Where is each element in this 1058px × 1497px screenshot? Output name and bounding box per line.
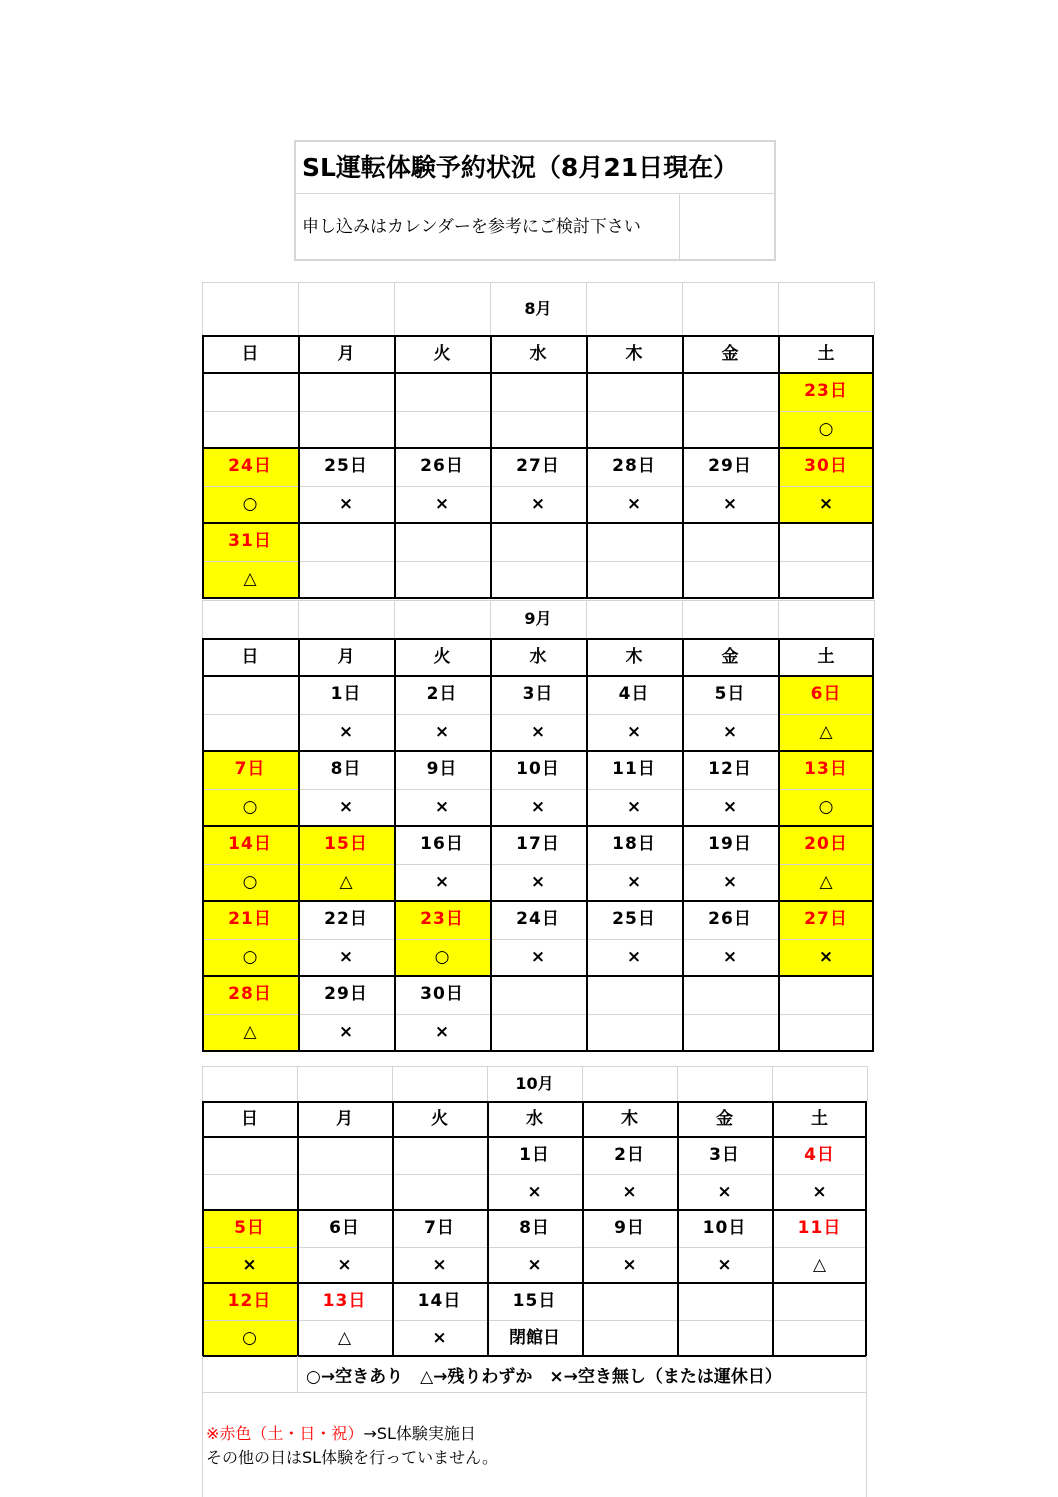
availability-status: × [530, 946, 546, 967]
weekday-label: 土 [817, 647, 835, 667]
border-line [202, 1101, 867, 1103]
availability-status: △ [819, 721, 833, 742]
weekday-label: 日 [241, 647, 259, 667]
availability-status: ○ [242, 946, 258, 967]
month-label: 9月 [524, 609, 552, 628]
availability-status: × [434, 1021, 450, 1042]
day-cell [297, 1210, 392, 1283]
note [206, 1422, 498, 1470]
day-cell [582, 1137, 677, 1210]
day-cell [778, 448, 874, 523]
availability-status: △ [243, 568, 257, 589]
day-number: 1日 [330, 684, 362, 704]
grid-line [297, 1066, 298, 1101]
availability-status: × [626, 721, 642, 742]
day-cell [586, 448, 682, 523]
availability-status: × [434, 721, 450, 742]
day-cell [394, 751, 490, 826]
availability-status: × [338, 721, 354, 742]
page-title: SL運転体験予約状況（8月21日現在） [296, 142, 774, 194]
day-number: 6日 [810, 684, 842, 704]
month-label: 8月 [524, 299, 552, 318]
day-cell [586, 676, 682, 751]
weekday-label: 木 [621, 1109, 638, 1129]
availability-status: × [812, 1181, 827, 1202]
day-cell [778, 901, 874, 976]
availability-status: × [432, 1327, 447, 1348]
day-number: 9日 [614, 1218, 645, 1238]
day-number: 14日 [417, 1291, 462, 1311]
border-line [202, 597, 874, 599]
availability-status: × [338, 946, 354, 967]
availability-status: × [722, 946, 738, 967]
day-number: 13日 [322, 1291, 367, 1311]
grid-line [202, 600, 203, 638]
day-number: 2日 [426, 684, 458, 704]
availability-status: × [434, 493, 450, 514]
day-cell [298, 676, 394, 751]
day-number: 22日 [324, 909, 368, 929]
availability-status: △ [339, 871, 353, 892]
day-number: 26日 [420, 456, 464, 476]
weekday-label: 月 [336, 1109, 353, 1129]
day-cell [778, 826, 874, 901]
availability-status: × [722, 721, 738, 742]
day-number: 9日 [426, 759, 458, 779]
availability-status: × [530, 721, 546, 742]
day-cell [298, 826, 394, 901]
availability-status: × [818, 493, 834, 514]
grid-line [202, 411, 874, 412]
availability-status: △ [812, 1254, 827, 1275]
day-cell [298, 976, 394, 1051]
day-number: 28日 [228, 984, 272, 1004]
month-calendar [202, 282, 874, 598]
availability-status: × [722, 493, 738, 514]
note-red-part: ※赤色（土・日・祝） [206, 1424, 364, 1443]
day-cell [778, 373, 874, 448]
availability-status: × [337, 1254, 352, 1275]
legend: ○→空きあり △→残りわずか ×→空き無し（または運休日） [306, 1367, 782, 1387]
availability-status: △ [243, 1021, 257, 1042]
grid-line [682, 282, 683, 335]
weekday-label: 木 [625, 344, 643, 364]
day-number: 4日 [804, 1145, 835, 1165]
grid-line [778, 600, 779, 638]
day-number: 19日 [708, 834, 752, 854]
day-cell [586, 826, 682, 901]
day-cell [682, 751, 778, 826]
day-number: 11日 [797, 1218, 842, 1238]
day-number: 12日 [227, 1291, 272, 1311]
note-line2: その他の日はSL体験を行っていません。 [206, 1448, 499, 1467]
weekday-label: 火 [433, 344, 451, 364]
border-line [202, 638, 874, 640]
day-number: 21日 [228, 909, 272, 929]
day-number: 6日 [329, 1218, 360, 1238]
day-number: 4日 [618, 684, 650, 704]
grid-line [772, 1066, 773, 1101]
availability-status: × [434, 796, 450, 817]
availability-status: × [338, 493, 354, 514]
day-cell [487, 1210, 582, 1283]
availability-status: × [722, 871, 738, 892]
weekday-label: 金 [721, 344, 739, 364]
day-cell [392, 1283, 487, 1356]
weekday-label: 月 [337, 647, 355, 667]
day-number: 30日 [420, 984, 464, 1004]
day-cell [202, 826, 298, 901]
weekday-label: 金 [721, 647, 739, 667]
day-cell [490, 676, 586, 751]
day-number: 26日 [708, 909, 752, 929]
availability-status: × [432, 1254, 447, 1275]
availability-status: 閉館日 [509, 1327, 560, 1348]
availability-status: × [242, 1254, 257, 1275]
month-calendar [202, 1066, 867, 1356]
grid-line [202, 282, 203, 335]
weekday-label: 木 [625, 647, 643, 667]
day-number: 15日 [512, 1291, 557, 1311]
availability-status: × [626, 871, 642, 892]
day-number: 15日 [324, 834, 368, 854]
availability-status: × [338, 796, 354, 817]
day-number: 8日 [330, 759, 362, 779]
day-cell [582, 1210, 677, 1283]
day-cell [202, 523, 298, 598]
weekday-label: 日 [241, 344, 259, 364]
availability-status: × [434, 871, 450, 892]
availability-status: ○ [818, 796, 834, 817]
availability-status: ○ [818, 418, 834, 439]
day-cell [490, 751, 586, 826]
day-cell [394, 901, 490, 976]
availability-status: × [530, 493, 546, 514]
day-number: 5日 [714, 684, 746, 704]
day-cell [682, 448, 778, 523]
weekday-label: 火 [433, 647, 451, 667]
availability-status: × [626, 493, 642, 514]
weekday-label: 火 [431, 1109, 448, 1129]
availability-status: × [622, 1254, 637, 1275]
day-number: 18日 [612, 834, 656, 854]
header-box [294, 140, 776, 261]
day-number: 11日 [612, 759, 656, 779]
day-cell [778, 676, 874, 751]
day-cell [772, 1210, 867, 1283]
grid-line [202, 561, 874, 562]
month-label: 10月 [515, 1074, 554, 1093]
day-cell [778, 751, 874, 826]
availability-status: ○ [434, 946, 450, 967]
grid-line [297, 1356, 298, 1392]
weekday-label: 日 [241, 1109, 258, 1129]
day-cell [202, 901, 298, 976]
day-cell [297, 1283, 392, 1356]
grid-line [874, 282, 875, 335]
day-cell [677, 1137, 772, 1210]
grid-line [866, 1356, 867, 1497]
day-cell [298, 751, 394, 826]
day-cell [392, 1210, 487, 1283]
day-cell [677, 1210, 772, 1283]
day-cell [490, 901, 586, 976]
grid-line [778, 282, 779, 335]
day-number: 27日 [516, 456, 560, 476]
availability-status: × [818, 946, 834, 967]
day-cell [298, 901, 394, 976]
day-number: 25日 [324, 456, 368, 476]
grid-line [202, 1392, 867, 1393]
availability-status: ○ [242, 493, 258, 514]
day-cell [394, 826, 490, 901]
weekday-label: 月 [337, 344, 355, 364]
day-number: 28日 [612, 456, 656, 476]
day-cell [682, 826, 778, 901]
weekday-label: 水 [529, 647, 547, 667]
day-number: 3日 [709, 1145, 740, 1165]
availability-status: × [527, 1181, 542, 1202]
day-cell [490, 448, 586, 523]
month-calendar [202, 600, 874, 1051]
day-cell [394, 976, 490, 1051]
day-cell [202, 448, 298, 523]
availability-status: × [527, 1254, 542, 1275]
availability-status: × [626, 946, 642, 967]
day-cell [772, 1137, 867, 1210]
availability-status: ○ [242, 1327, 257, 1348]
day-number: 30日 [804, 456, 848, 476]
day-number: 7日 [424, 1218, 455, 1238]
day-number: 25日 [612, 909, 656, 929]
day-cell [202, 1283, 297, 1356]
day-number: 13日 [804, 759, 848, 779]
day-cell [298, 448, 394, 523]
availability-status: × [338, 1021, 354, 1042]
grid-line [298, 282, 299, 335]
day-cell [682, 901, 778, 976]
availability-status: × [622, 1181, 637, 1202]
weekday-label: 金 [716, 1109, 733, 1129]
day-cell [202, 1210, 297, 1283]
day-cell [202, 976, 298, 1051]
day-number: 1日 [519, 1145, 550, 1165]
availability-status: × [717, 1181, 732, 1202]
day-number: 31日 [228, 531, 272, 551]
availability-status: △ [819, 871, 833, 892]
day-number: 7日 [234, 759, 266, 779]
day-number: 24日 [228, 456, 272, 476]
weekday-label: 水 [526, 1109, 543, 1129]
availability-status: ○ [242, 796, 258, 817]
day-cell [682, 676, 778, 751]
day-number: 23日 [804, 381, 848, 401]
availability-status: × [626, 796, 642, 817]
grid-line [202, 1356, 203, 1497]
day-number: 2日 [614, 1145, 645, 1165]
grid-line [202, 1066, 203, 1101]
grid-line [677, 1066, 678, 1101]
note-rest-part: →SL体験実施日 [363, 1424, 476, 1443]
day-number: 24日 [516, 909, 560, 929]
day-number: 29日 [324, 984, 368, 1004]
day-number: 14日 [228, 834, 272, 854]
day-cell [394, 448, 490, 523]
day-number: 3日 [522, 684, 554, 704]
weekday-label: 水 [529, 344, 547, 364]
availability-status: × [717, 1254, 732, 1275]
availability-status: △ [337, 1327, 352, 1348]
grid-line [867, 1066, 868, 1101]
page-subtitle: 申し込みはカレンダーを参考にご検討下さい [296, 194, 680, 261]
day-number: 5日 [234, 1218, 265, 1238]
day-cell [202, 751, 298, 826]
grid-line [298, 600, 299, 638]
weekday-label: 土 [817, 344, 835, 364]
day-number: 10日 [702, 1218, 747, 1238]
grid-line [682, 600, 683, 638]
day-number: 23日 [420, 909, 464, 929]
day-number: 17日 [516, 834, 560, 854]
day-cell [490, 826, 586, 901]
availability-status: × [530, 796, 546, 817]
day-number: 12日 [708, 759, 752, 779]
grid-line [874, 600, 875, 638]
availability-status: ○ [242, 871, 258, 892]
availability-status: × [722, 796, 738, 817]
day-number: 27日 [804, 909, 848, 929]
day-cell [487, 1283, 582, 1356]
weekday-label: 土 [811, 1109, 828, 1129]
day-number: 10日 [516, 759, 560, 779]
day-cell [487, 1137, 582, 1210]
day-number: 29日 [708, 456, 752, 476]
border-line [202, 335, 874, 337]
day-cell [586, 751, 682, 826]
day-number: 8日 [519, 1218, 550, 1238]
availability-status: × [530, 871, 546, 892]
day-cell [586, 901, 682, 976]
day-cell [394, 676, 490, 751]
day-number: 20日 [804, 834, 848, 854]
day-number: 16日 [420, 834, 464, 854]
border-line [202, 372, 874, 374]
